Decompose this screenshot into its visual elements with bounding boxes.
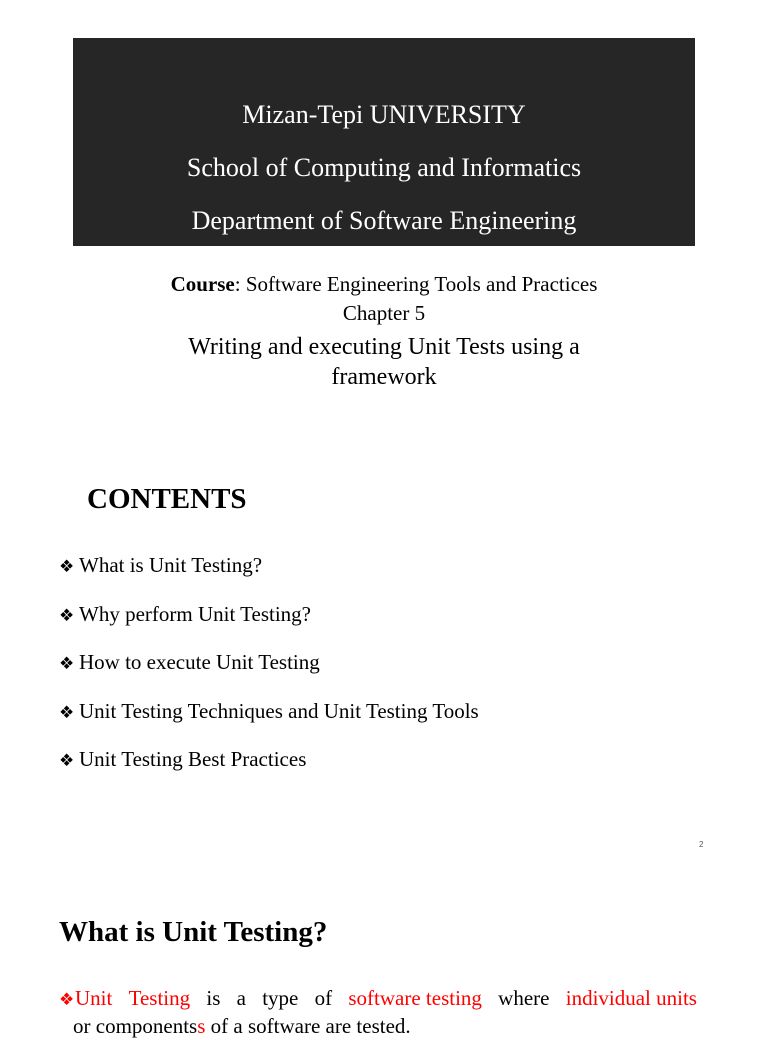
word: a [236, 986, 246, 1010]
diamond-bullet-icon: ❖ [59, 557, 75, 576]
definition-line [59, 985, 697, 1013]
list-item-text: Unit Testing Best Practices [79, 747, 307, 771]
course-name: Software Engineering Tools and Practices [245, 272, 598, 296]
diamond-bullet-icon: ❖ [59, 654, 75, 673]
term-testing: Testing [128, 986, 191, 1010]
course-separator: : [234, 272, 246, 296]
page-number: 2 [699, 840, 704, 849]
course-line [0, 271, 768, 297]
word: type [262, 986, 299, 1010]
contents-list [59, 550, 479, 793]
word: where [498, 986, 550, 1010]
chapter-number: Chapter 5 [342, 301, 426, 325]
list-item-text: What is Unit Testing? [79, 553, 263, 577]
term-unit: Unit [75, 986, 113, 1010]
diamond-bullet-icon: ❖ [59, 990, 75, 1009]
definition-text: of a software are tested. [205, 1014, 411, 1038]
list-item [59, 696, 479, 745]
word: is [206, 986, 221, 1010]
university-name: Mizan-Tepi UNIVERSITY [242, 100, 526, 129]
diamond-bullet-icon: ❖ [59, 751, 75, 770]
word: of [314, 986, 333, 1010]
diamond-bullet-icon: ❖ [59, 605, 75, 625]
list-item [59, 744, 479, 793]
highlight-individual-units: individual units [565, 986, 697, 1010]
title-banner [73, 38, 695, 246]
definition-text: or components [73, 1014, 198, 1038]
definition-term [59, 985, 112, 1013]
list-item [59, 647, 479, 696]
list-item [59, 599, 479, 648]
department-name: Department of Software Engineering [191, 206, 577, 235]
diamond-bullet-icon: ❖ [59, 702, 75, 722]
list-item-text: Why perform Unit Testing? [79, 601, 312, 626]
definition-line [59, 1013, 697, 1040]
highlight-software-testing: software testing [348, 986, 482, 1010]
list-item-text: Unit Testing Techniques and Unit Testing Tools [79, 698, 479, 723]
definition-paragraph [59, 985, 697, 1040]
contents-heading: CONTENTS [87, 483, 247, 515]
chapter-title: Writing and executing Unit Tests using a framework [188, 334, 580, 390]
highlight-letter: s [197, 1014, 206, 1038]
school-name: School of Computing and Informatics [186, 153, 582, 182]
course-label: Course [170, 272, 235, 296]
list-item-text: How to execute Unit Testing [79, 650, 320, 674]
section-heading: What is Unit Testing? [59, 916, 328, 948]
list-item [59, 550, 479, 599]
